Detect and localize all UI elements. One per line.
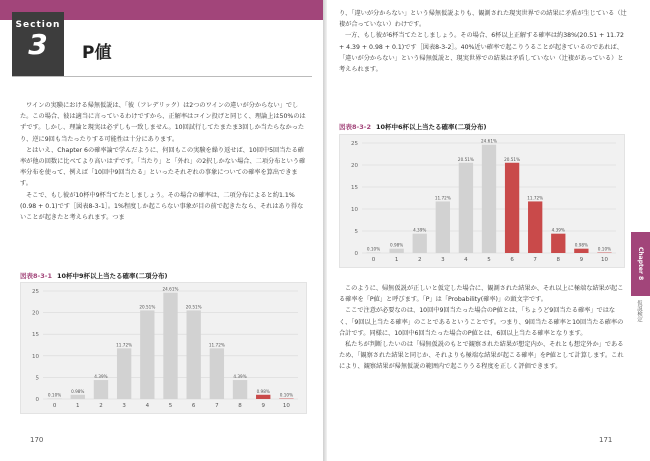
x-tick-label: 5 xyxy=(487,257,491,263)
bar xyxy=(528,201,542,253)
left-body-text xyxy=(20,100,306,223)
x-tick-label: 9 xyxy=(261,403,265,409)
paragraph: ここで注意が必要なのは、10回中9回当たった場合のP値とは、「ちょうど9回当たる確率」ではなく、「9回以上当たる確率」のことであるということです。つまり、9回当たる確率と10回当たる確率の合計です。同様に、10回中6回当たった場合のP値とは、6回以上当たる確率となります。 xyxy=(339,307,624,337)
bar xyxy=(459,163,473,253)
data-label: 4.39% xyxy=(413,227,427,233)
data-label: 4.39% xyxy=(233,374,247,380)
data-label: 11.72% xyxy=(208,342,225,348)
y-tick-label: 25 xyxy=(351,141,358,147)
data-label: 20.51% xyxy=(185,304,202,310)
bar xyxy=(551,234,565,253)
x-tick-label: 8 xyxy=(556,257,561,263)
data-label: 0.10% xyxy=(366,246,381,252)
x-tick-label: 7 xyxy=(533,257,537,263)
bar xyxy=(140,310,154,399)
x-tick-label: 10 xyxy=(282,403,290,409)
section-word: Section xyxy=(15,20,61,30)
x-tick-label: 4 xyxy=(464,257,468,263)
x-tick-label: 0 xyxy=(52,403,57,409)
bar xyxy=(256,395,270,399)
x-tick-label: 6 xyxy=(191,403,196,409)
chart-box xyxy=(20,282,307,414)
x-tick-label: 2 xyxy=(99,403,103,409)
bar xyxy=(233,380,247,399)
data-label: 0.10% xyxy=(597,246,612,252)
x-tick-label: 10 xyxy=(600,257,608,263)
bar xyxy=(117,348,131,399)
section-number: 3 xyxy=(28,28,48,61)
y-tick-label: 5 xyxy=(35,375,39,382)
figure-number: 図表8-3-2 xyxy=(339,123,371,131)
x-tick-label: 3 xyxy=(122,403,126,409)
y-tick-label: 15 xyxy=(351,185,358,191)
y-tick-label: 0 xyxy=(354,251,358,257)
y-tick-label: 20 xyxy=(351,163,358,169)
x-tick-label: 5 xyxy=(168,403,173,409)
data-label: 24.61% xyxy=(481,138,497,144)
data-label: 0.98% xyxy=(256,388,270,394)
bar xyxy=(482,145,496,253)
bar xyxy=(186,310,200,399)
paragraph: 一方、もし彼が6杯当てたとしましょう。その場合、6杯以上正解する確率は約38%(20.51 + 11.72 + 4.39 + 0.98 + 0.1)です［図表8-3-2］。40%近い確率で起こりうることが起きているのであれば、「違いが分からない」という帰無仮説と、現実世界での結果は矛盾していない（辻褄があっている）と考えられます。 xyxy=(339,32,624,74)
x-tick-label: 2 xyxy=(417,257,422,263)
data-label: 20.51% xyxy=(504,156,521,162)
y-tick-label: 20 xyxy=(32,310,39,317)
chapter-tab: Chapter 8 xyxy=(631,232,650,296)
x-tick-label: 1 xyxy=(394,257,399,263)
figure-caption xyxy=(339,122,486,131)
x-tick-label: 4 xyxy=(145,403,150,409)
bar xyxy=(71,395,85,399)
data-label: 0.98% xyxy=(389,242,404,248)
x-tick-label: 8 xyxy=(238,403,242,409)
right-top-text xyxy=(339,8,627,75)
x-tick-label: 0 xyxy=(371,257,376,263)
bar xyxy=(574,249,588,253)
right-bottom-text xyxy=(339,283,627,373)
y-tick-label: 10 xyxy=(351,207,358,213)
bar xyxy=(389,249,403,253)
x-tick-label: 6 xyxy=(510,257,514,263)
chapter-subtitle: 仮説検定 xyxy=(636,300,642,322)
section-rule xyxy=(12,76,312,77)
data-label: 20.51% xyxy=(457,156,474,162)
x-tick-label: 9 xyxy=(579,257,584,263)
figure-title: 10杯中9杯以上当たる確率(二項分布) xyxy=(56,272,168,280)
bar xyxy=(210,348,224,399)
paragraph: り、「違いが分からない」という帰無仮説よりも、観測された現実世界での結果に矛盾が生じている（辻褄が合っていない）わけです。 xyxy=(339,10,627,29)
figure-title: 10杯中6杯以上当たる確率(二項分布) xyxy=(375,123,487,131)
bar-chart xyxy=(21,283,306,413)
data-label: 24.61% xyxy=(162,286,179,292)
figure-number: 図表8-3-1 xyxy=(20,272,52,280)
data-label: 0.98% xyxy=(71,388,85,394)
left-page xyxy=(0,0,323,461)
x-tick-label: 7 xyxy=(215,403,219,409)
y-tick-label: 15 xyxy=(32,332,39,339)
bar xyxy=(163,293,177,399)
data-label: 20.51% xyxy=(139,304,156,310)
data-label: 11.72% xyxy=(527,195,544,201)
right-page xyxy=(327,0,650,461)
y-tick-label: 10 xyxy=(32,353,39,360)
paragraph: とはいえ、Chapter 6の確率論で学んだように、何回もこの実験を繰り返せば、10回中5回当たる確率が他の回数に比べてより高いはずです。「当たり」と「外れ」の2択しかない場合、二項分布という確率分布を使って、例えば「10回中9回当たる」といったそれぞれの事象についての確率を算出できます。 xyxy=(20,146,306,188)
section-box xyxy=(12,12,64,76)
chart-box xyxy=(339,134,625,268)
data-label: 0.10% xyxy=(47,392,62,398)
page-number: 171 xyxy=(599,436,613,444)
data-label: 4.39% xyxy=(551,227,565,233)
paragraph: このように、帰無仮説が正しいと仮定した場合に、観測された結果か、それ以上に極端な結果が起こる確率を「P値」と呼びます。「P」は「Probability(確率)」の頭文字です。 xyxy=(339,285,624,304)
paragraph: 私たちが判断したいのは「帰無仮説のもとで観察された結果が想定内か、それとも想定外か」であるため、「観察された結果と同じか、それよりも極端な結果が起こる確率」をP値として計算します。これにより、観察結果が帰無仮説の範囲内で起こりうる程度を正しく評価できます。 xyxy=(339,341,624,371)
paragraph: ワインの実験における帰無仮説は、「彼（フレデリック）は2つのワインの違いが分からない」でした。この場合、彼は適当に言っているわけですから、正解率はコイン投げと同じく、理論上は50%のはずです。しかし、理論と現実は必ずしも一致しません。10回試行してたまたま3回しか当たらなかったり、逆に9回も当たったりする可能性は十分にあります。 xyxy=(20,102,306,143)
bar xyxy=(413,234,427,253)
section-title: P値 xyxy=(82,43,112,63)
data-label: 4.39% xyxy=(94,374,108,380)
data-label: 0.10% xyxy=(279,392,294,398)
page-number: 170 xyxy=(30,436,44,444)
bar xyxy=(505,163,519,253)
figure-caption xyxy=(20,271,167,280)
paragraph: そこで、もし彼が10杯中9杯当てたとしましょう。その場合の確率は、二項分布によると約1.1%(0.98 + 0.1)です［図表8-3-1］。1%程度しか起こらない事象が目の前で起きたなら、それはあり得ないことが起きたと考えられます。つま xyxy=(20,191,304,222)
data-label: 11.72% xyxy=(434,195,451,201)
data-label: 11.72% xyxy=(116,342,133,348)
y-tick-label: 5 xyxy=(354,229,358,235)
bar xyxy=(94,380,108,399)
x-tick-label: 3 xyxy=(441,257,445,263)
y-tick-label: 25 xyxy=(32,289,39,295)
data-label: 0.98% xyxy=(574,242,589,248)
y-tick-label: 0 xyxy=(35,397,39,403)
x-tick-label: 1 xyxy=(76,403,80,409)
bar-chart xyxy=(340,135,624,267)
bar xyxy=(436,201,450,253)
